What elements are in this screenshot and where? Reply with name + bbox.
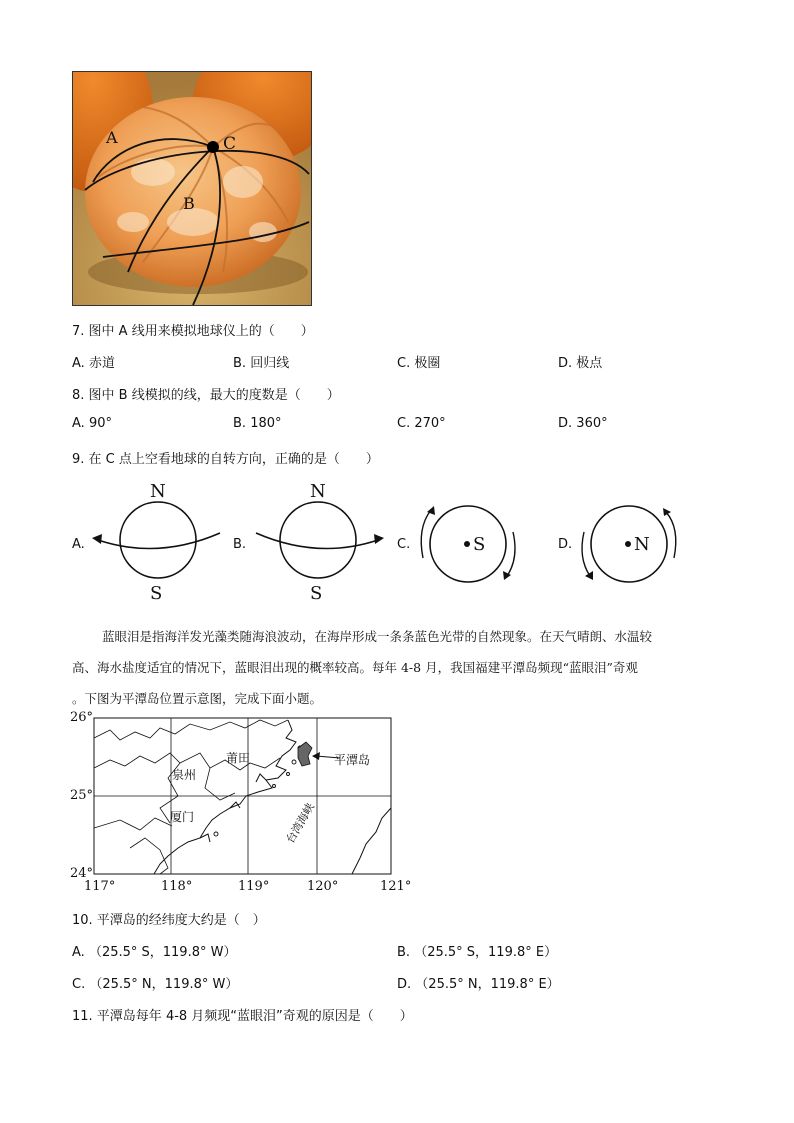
question-9: 9. 在 C 点上空看地球的自转方向，正确的是（ ） [72, 452, 379, 467]
label-b: B [183, 194, 195, 213]
question-8: 8. 图中 B 线模拟的线，最大的度数是（ ） [72, 388, 340, 403]
q9-diagram-d[interactable] [574, 498, 684, 588]
map-lat-24: 24° [70, 866, 94, 881]
q9-option-d-key[interactable]: D. [558, 537, 573, 552]
q9-b-south: S [310, 583, 323, 604]
q7-option-b[interactable]: B. 回归线 [233, 356, 290, 371]
q9-b-north: N [310, 481, 326, 502]
map-lat-26: 26° [70, 710, 94, 725]
c-point-dot [207, 141, 219, 153]
q9-diagram-c[interactable] [413, 498, 523, 588]
question-11: 11. 平潭岛每年 4-8 月频现“蓝眼泪”奇观的原因是（ ） [72, 1009, 413, 1024]
q8-option-d[interactable]: D. 360° [558, 416, 608, 431]
map-lon-119: 119° [238, 879, 270, 894]
pingtan-location-map [60, 708, 420, 898]
question-10: 10. 平潭岛的经纬度大约是（ ） [72, 913, 266, 928]
map-label-quanzhou: 泉州 [172, 768, 197, 782]
q7-option-a[interactable]: A. 赤道 [72, 356, 115, 371]
map-lon-118: 118° [161, 879, 193, 894]
q9-a-north: N [150, 481, 166, 502]
q9-a-south: S [150, 583, 163, 604]
q10-option-a[interactable]: A. （25.5° S，119.8° W） [72, 945, 237, 960]
map-lon-117: 117° [84, 879, 116, 894]
label-a: A [106, 128, 118, 147]
q10-option-c[interactable]: C. （25.5° N，119.8° W） [72, 977, 239, 992]
orange-illustration [73, 72, 311, 305]
q8-option-c[interactable]: C. 270° [397, 416, 446, 431]
map-label-pingtan: 平潭岛 [334, 753, 371, 767]
q9-c-center: S [473, 534, 486, 555]
passage-line-3: 。下图为平潭岛位置示意图，完成下面小题。 [72, 691, 323, 706]
q9-option-b-key[interactable]: B. [233, 537, 247, 552]
map-label-strait: 台湾海峡 [283, 800, 317, 846]
q8-option-b[interactable]: B. 180° [233, 416, 282, 431]
map-label-xiamen: 厦门 [170, 810, 195, 824]
q10-option-b[interactable]: B. （25.5° S，119.8° E） [397, 945, 558, 960]
passage-line-1: 蓝眼泪是指海洋发光藻类随海浪波动，在海岸形成一条条蓝色光带的自然现象。在天气晴朗、水温较 [102, 629, 653, 644]
q7-option-d[interactable]: D. 极点 [558, 356, 603, 371]
map-label-putian: 莆田 [226, 751, 251, 765]
q10-option-d[interactable]: D. （25.5° N，119.8° E） [397, 977, 560, 992]
passage-line-2: 高、海水盐度适宜的情况下，蓝眼泪出现的概率较高。每年 4-8 月，我国福建平潭岛频现“蓝眼泪”奇观 [72, 660, 638, 675]
map-lon-121: 121° [380, 879, 412, 894]
q9-option-a-key[interactable]: A. [72, 537, 85, 552]
q9-d-center: N [634, 534, 650, 555]
label-c: C [223, 134, 237, 154]
q8-option-a[interactable]: A. 90° [72, 416, 112, 431]
q9-option-c-key[interactable]: C. [397, 537, 411, 552]
map-lat-25: 25° [70, 788, 94, 803]
map-lon-120: 120° [307, 879, 339, 894]
orange-photo [72, 71, 312, 306]
question-7: 7. 图中 A 线用来模拟地球仪上的（ ） [72, 324, 314, 339]
q7-option-c[interactable]: C. 极圈 [397, 356, 441, 371]
